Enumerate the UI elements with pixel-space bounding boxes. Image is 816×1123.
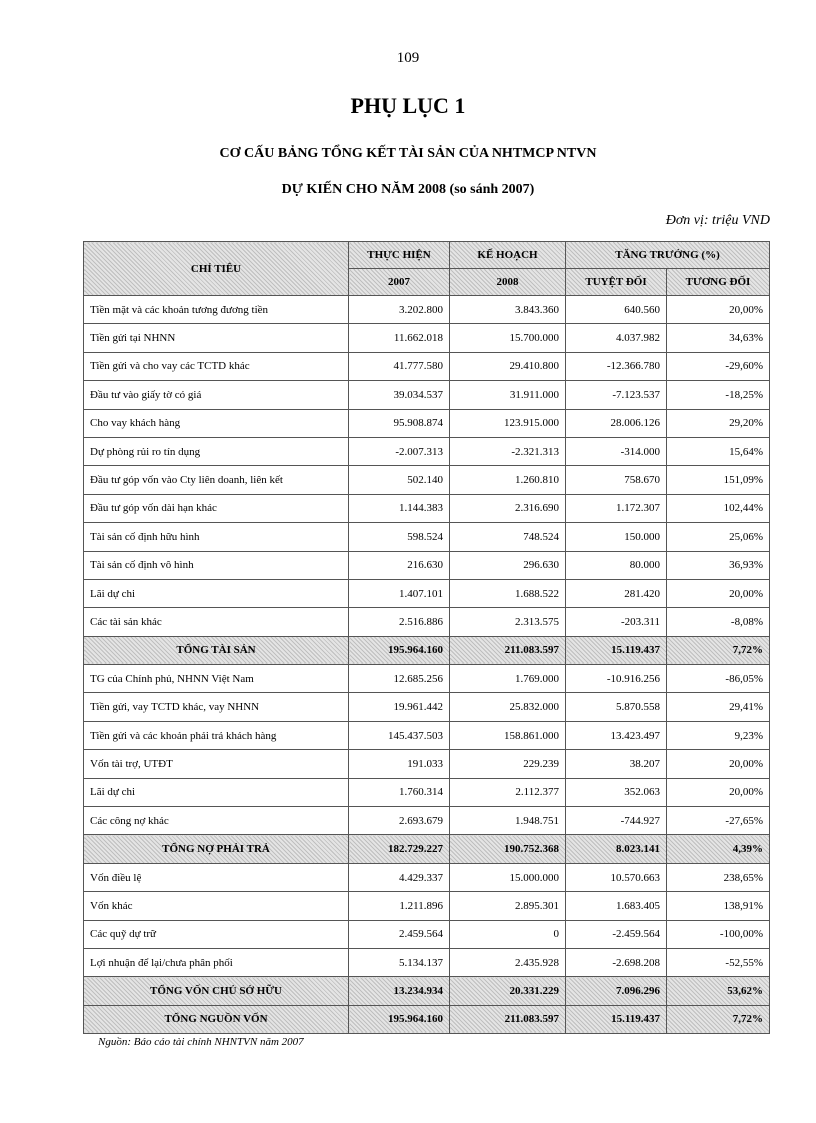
cell-plan-2008: 29.410.800 [450,352,566,380]
row-label: Dự phòng rủi ro tín dụng [84,437,349,465]
table-row [84,352,770,380]
cell-actual-2007: 502.140 [349,466,450,494]
cell-growth-relative: 29,20% [667,409,770,437]
page-title: PHỤ LỤC 1 [350,93,466,118]
cell-growth-absolute: 7.096.296 [566,977,667,1005]
cell-actual-2007: 2.459.564 [349,920,450,948]
cell-growth-absolute: 758.670 [566,466,667,494]
table-body [84,296,770,1034]
cell-plan-2008: 211.083.597 [450,636,566,664]
cell-actual-2007: 1.211.896 [349,892,450,920]
table-row [84,778,770,806]
cell-plan-2008: 296.630 [450,551,566,579]
cell-actual-2007: 3.202.800 [349,296,450,324]
cell-actual-2007: 598.524 [349,523,450,551]
cell-plan-2008: 3.843.360 [450,296,566,324]
cell-plan-2008: 1.948.751 [450,807,566,835]
cell-actual-2007: 2.693.679 [349,807,450,835]
cell-growth-absolute: 28.006.126 [566,409,667,437]
cell-growth-absolute: 10.570.663 [566,863,667,891]
cell-growth-relative: 20,00% [667,296,770,324]
cell-plan-2008: 25.832.000 [450,693,566,721]
header-relative: TƯƠNG ĐỐI [667,269,770,296]
cell-actual-2007: 182.729.227 [349,835,450,863]
cell-growth-relative: 53,62% [667,977,770,1005]
cell-plan-2008: 0 [450,920,566,948]
row-label: Tài sản cố định vô hình [84,551,349,579]
table-row [84,437,770,465]
table-total-row [84,636,770,664]
cell-growth-absolute: 15.119.437 [566,636,667,664]
cell-actual-2007: 1.407.101 [349,579,450,607]
cell-growth-relative: 25,06% [667,523,770,551]
cell-actual-2007: 191.033 [349,750,450,778]
table-row [84,948,770,976]
cell-plan-2008: 1.260.810 [450,466,566,494]
cell-plan-2008: 123.915.000 [450,409,566,437]
cell-actual-2007: 216.630 [349,551,450,579]
cell-actual-2007: -2.007.313 [349,437,450,465]
cell-growth-absolute: -10.916.256 [566,665,667,693]
table-row [84,324,770,352]
row-label: Lợi nhuận để lại/chưa phân phối [84,948,349,976]
cell-growth-absolute: -744.927 [566,807,667,835]
cell-plan-2008: 2.435.928 [450,948,566,976]
cell-growth-absolute: 5.870.558 [566,693,667,721]
cell-growth-relative: 20,00% [667,778,770,806]
cell-growth-relative: -100,00% [667,920,770,948]
table-row [84,863,770,891]
cell-plan-2008: 190.752.368 [450,835,566,863]
cell-plan-2008: 2.895.301 [450,892,566,920]
cell-plan-2008: 1.688.522 [450,579,566,607]
table-row [84,807,770,835]
cell-growth-relative: -27,65% [667,807,770,835]
row-label: TỔNG VỐN CHỦ SỞ HỮU [84,977,349,1005]
row-label: Các công nợ khác [84,807,349,835]
cell-growth-absolute: -203.311 [566,608,667,636]
cell-growth-relative: -29,60% [667,352,770,380]
cell-growth-relative: 20,00% [667,750,770,778]
cell-growth-absolute: 8.023.141 [566,835,667,863]
table-row [84,466,770,494]
cell-actual-2007: 145.437.503 [349,721,450,749]
page-number: 109 [396,50,420,66]
cell-growth-absolute: 150.000 [566,523,667,551]
row-label: TỔNG NỢ PHẢI TRẢ [84,835,349,863]
row-label: Tiền gửi và cho vay các TCTD khác [84,352,349,380]
cell-plan-2008: 229.239 [450,750,566,778]
header-absolute: TUYỆT ĐỐI [566,269,667,296]
table-row [84,892,770,920]
row-label: TỔNG TÀI SẢN [84,636,349,664]
cell-growth-absolute: -314.000 [566,437,667,465]
cell-plan-2008: 2.112.377 [450,778,566,806]
table-row [84,920,770,948]
header-growth: TĂNG TRƯỞNG (%) [566,242,770,269]
row-label: Đầu tư vào giấy tờ có giá [84,381,349,409]
cell-growth-absolute: 281.420 [566,579,667,607]
table-row [84,750,770,778]
row-label: TỔNG NGUỒN VỐN [84,1005,349,1033]
row-label: Tài sản cố định hữu hình [84,523,349,551]
table-subtitle: DỰ KIẾN CHO NĂM 2008 (so sánh 2007) [281,182,535,197]
cell-growth-relative: 34,63% [667,324,770,352]
table-row [84,693,770,721]
row-label: Tiền gửi tại NHNN [84,324,349,352]
row-label: Vốn khác [84,892,349,920]
header-actual-year: 2007 [349,269,450,296]
row-label: Vốn tài trợ, UTĐT [84,750,349,778]
header-plan: KẾ HOẠCH [450,242,566,269]
cell-growth-relative: -18,25% [667,381,770,409]
cell-actual-2007: 1.760.314 [349,778,450,806]
cell-growth-absolute: 13.423.497 [566,721,667,749]
cell-plan-2008: -2.321.313 [450,437,566,465]
table-row [84,409,770,437]
cell-growth-relative: 238,65% [667,863,770,891]
cell-plan-2008: 2.316.690 [450,494,566,522]
cell-plan-2008: 748.524 [450,523,566,551]
row-label: Vốn điều lệ [84,863,349,891]
cell-growth-relative: 29,41% [667,693,770,721]
cell-growth-relative: -8,08% [667,608,770,636]
table-row [84,494,770,522]
cell-growth-relative: 7,72% [667,1005,770,1033]
cell-growth-absolute: -2.459.564 [566,920,667,948]
row-label: Đầu tư góp vốn dài hạn khác [84,494,349,522]
cell-actual-2007: 1.144.383 [349,494,450,522]
table-row [84,381,770,409]
cell-plan-2008: 158.861.000 [450,721,566,749]
table-total-row [84,835,770,863]
cell-actual-2007: 11.662.018 [349,324,450,352]
cell-growth-absolute: -2.698.208 [566,948,667,976]
cell-growth-relative: 36,93% [667,551,770,579]
cell-growth-relative: -86,05% [667,665,770,693]
cell-actual-2007: 195.964.160 [349,1005,450,1033]
cell-growth-absolute: 352.063 [566,778,667,806]
cell-plan-2008: 211.083.597 [450,1005,566,1033]
table-row [84,296,770,324]
cell-growth-relative: -52,55% [667,948,770,976]
cell-growth-absolute: 80.000 [566,551,667,579]
row-label: Cho vay khách hàng [84,409,349,437]
header-actual: THỰC HIỆN [349,242,450,269]
cell-plan-2008: 15.700.000 [450,324,566,352]
table-total-row [84,977,770,1005]
unit-note: Đơn vị: triệu VND [665,213,770,228]
cell-growth-absolute: 4.037.982 [566,324,667,352]
row-label: Đầu tư góp vốn vào Cty liên doanh, liên kết [84,466,349,494]
cell-growth-relative: 20,00% [667,579,770,607]
cell-actual-2007: 12.685.256 [349,665,450,693]
cell-growth-absolute: 1.172.307 [566,494,667,522]
cell-plan-2008: 1.769.000 [450,665,566,693]
table-row [84,665,770,693]
cell-growth-relative: 102,44% [667,494,770,522]
cell-growth-relative: 9,23% [667,721,770,749]
row-label: Lãi dự chi [84,778,349,806]
table-row [84,579,770,607]
cell-plan-2008: 31.911.000 [450,381,566,409]
header-plan-year: 2008 [450,269,566,296]
row-label: Tiền mặt và các khoản tương đương tiền [84,296,349,324]
cell-actual-2007: 19.961.442 [349,693,450,721]
row-label: TG của Chính phủ, NHNN Việt Nam [84,665,349,693]
cell-actual-2007: 4.429.337 [349,863,450,891]
cell-growth-relative: 4,39% [667,835,770,863]
table-row [84,523,770,551]
cell-growth-absolute: 640.560 [566,296,667,324]
row-label: Tiền gửi và các khoản phải trả khách hàng [84,721,349,749]
source-note: Nguồn: Báo cáo tài chính NHNTVN năm 2007 [98,1036,304,1048]
cell-growth-absolute: -7.123.537 [566,381,667,409]
cell-growth-relative: 138,91% [667,892,770,920]
table-total-row [84,1005,770,1033]
cell-growth-absolute: -12.366.780 [566,352,667,380]
cell-actual-2007: 13.234.934 [349,977,450,1005]
cell-actual-2007: 2.516.886 [349,608,450,636]
row-label: Các quỹ dự trữ [84,920,349,948]
cell-plan-2008: 20.331.229 [450,977,566,1005]
cell-actual-2007: 95.908.874 [349,409,450,437]
table-row [84,608,770,636]
cell-plan-2008: 15.000.000 [450,863,566,891]
cell-growth-relative: 7,72% [667,636,770,664]
table-row [84,551,770,579]
cell-growth-absolute: 15.119.437 [566,1005,667,1033]
cell-growth-relative: 15,64% [667,437,770,465]
cell-growth-absolute: 1.683.405 [566,892,667,920]
cell-growth-relative: 151,09% [667,466,770,494]
row-label: Lãi dự chi [84,579,349,607]
row-label: Tiền gửi, vay TCTD khác, vay NHNN [84,693,349,721]
balance-sheet-table [83,241,770,1034]
cell-actual-2007: 41.777.580 [349,352,450,380]
cell-plan-2008: 2.313.575 [450,608,566,636]
table-row [84,721,770,749]
row-label: Các tài sản khác [84,608,349,636]
header-indicator: CHỈ TIÊU [84,242,349,296]
cell-growth-absolute: 38.207 [566,750,667,778]
cell-actual-2007: 5.134.137 [349,948,450,976]
cell-actual-2007: 39.034.537 [349,381,450,409]
table-header [84,242,770,296]
table-title: CƠ CẤU BẢNG TỔNG KẾT TÀI SẢN CỦA NHTMCP NTVN [219,146,597,161]
cell-actual-2007: 195.964.160 [349,636,450,664]
